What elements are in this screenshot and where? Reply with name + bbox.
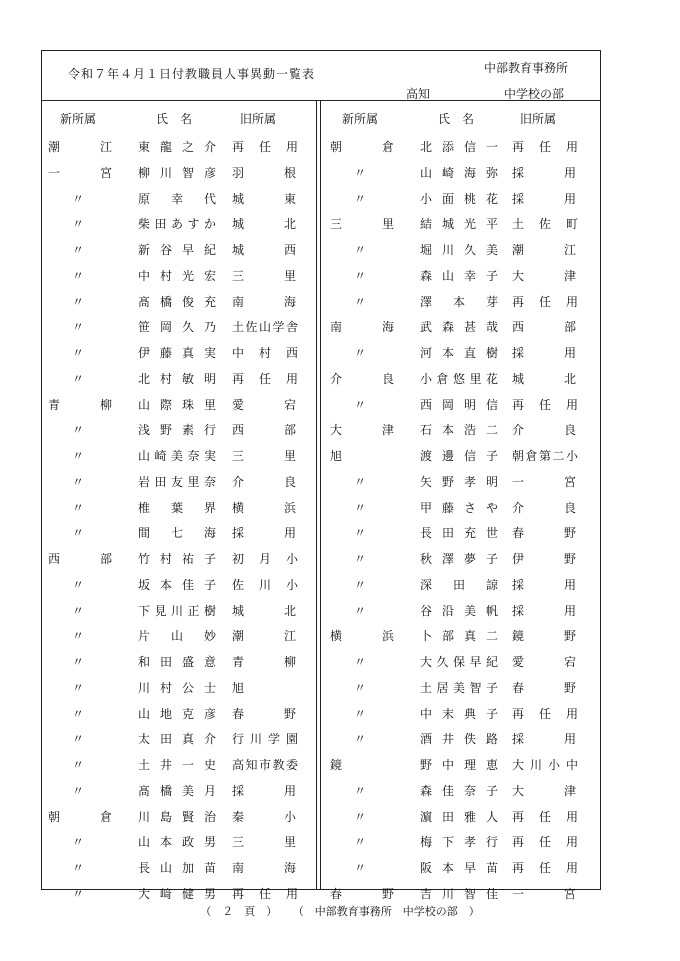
- old-dept: 中村西: [232, 346, 314, 360]
- person-name: 渡邊信子: [420, 449, 509, 463]
- old-dept: 介良: [512, 423, 617, 437]
- old-dept: 再任用: [232, 887, 314, 901]
- person-name: 中末典子: [420, 707, 509, 721]
- old-dept: 初月小: [232, 552, 314, 566]
- old-dept: 採用: [232, 526, 337, 540]
- new-dept: 鏡: [330, 758, 383, 772]
- person-name: 笹岡久乃: [138, 320, 227, 334]
- new-dept: 〃: [72, 784, 85, 798]
- new-dept: 〃: [354, 398, 367, 412]
- old-dept: 三里: [232, 269, 337, 283]
- person-name: 野中理恵: [420, 758, 509, 772]
- person-name: 山際珠里: [138, 398, 227, 412]
- old-dept: 再任用: [512, 295, 594, 309]
- person-name: 川村公士: [138, 681, 227, 695]
- new-dept: 〃: [72, 449, 85, 463]
- old-dept: 三里: [232, 835, 337, 849]
- old-dept: 再任用: [232, 140, 314, 154]
- old-dept: 春野: [512, 681, 617, 695]
- new-dept: 〃: [72, 732, 85, 746]
- person-name: 武森甚哉: [420, 320, 509, 334]
- old-dept: 行川学園: [232, 732, 305, 746]
- new-dept: 〃: [354, 192, 367, 206]
- new-dept: 南海: [330, 320, 435, 334]
- person-name: 小面桃花: [420, 192, 509, 206]
- old-dept: 旭: [232, 681, 285, 695]
- new-dept: 〃: [354, 475, 367, 489]
- old-dept: 土佐町: [512, 217, 594, 231]
- new-dept: 〃: [72, 243, 85, 257]
- new-dept: 西部: [48, 552, 153, 566]
- new-dept: 朝倉: [48, 810, 153, 824]
- old-dept: 潮江: [232, 629, 337, 643]
- person-name: 長山加苗: [138, 861, 227, 875]
- old-dept: 採用: [232, 784, 337, 798]
- old-dept: 城東: [232, 192, 337, 206]
- old-dept: 再任用: [512, 707, 594, 721]
- header-name-left: 氏 名: [156, 112, 193, 126]
- new-dept: 春野: [330, 887, 435, 901]
- new-dept: 〃: [72, 372, 85, 386]
- new-dept: 〃: [72, 192, 85, 206]
- new-dept: 〃: [72, 835, 85, 849]
- new-dept: 朝倉: [330, 140, 435, 154]
- person-name: 下見川正樹: [138, 604, 221, 618]
- old-dept: 一宮: [512, 475, 617, 489]
- new-dept: 〃: [354, 784, 367, 798]
- old-dept: 愛宕: [232, 398, 337, 412]
- document-title: 令和７年４月１日付教職員人事異動一覧表: [68, 67, 316, 81]
- old-dept: 再任用: [232, 372, 314, 386]
- person-name: 竹村祐子: [138, 552, 227, 566]
- new-dept: 〃: [354, 578, 367, 592]
- person-name: 椎葉界: [138, 501, 238, 515]
- new-dept: 〃: [354, 552, 367, 566]
- old-dept: 西部: [512, 320, 617, 334]
- new-dept: 〃: [354, 835, 367, 849]
- person-name: 森山幸子: [420, 269, 509, 283]
- person-name: 坂本佳子: [138, 578, 227, 592]
- school-type: 高知: [406, 87, 431, 101]
- old-dept: 土佐山学舎: [232, 320, 300, 334]
- new-dept: 〃: [72, 578, 85, 592]
- new-dept: 〃: [354, 707, 367, 721]
- old-dept: 高知市教委: [232, 758, 300, 772]
- new-dept: 〃: [72, 655, 85, 669]
- old-dept: 採用: [512, 166, 617, 180]
- person-name: 谷沿美帆: [420, 604, 509, 618]
- old-dept: 青柳: [232, 655, 337, 669]
- person-name: 和田盛意: [138, 655, 227, 669]
- person-name: 長田充世: [420, 526, 509, 540]
- new-dept: 〃: [354, 526, 367, 540]
- person-name: 川島賢治: [138, 810, 227, 824]
- person-name: 土井一史: [138, 758, 227, 772]
- person-name: 土居美智子: [420, 681, 503, 695]
- person-name: 石本浩二: [420, 423, 509, 437]
- new-dept: 〃: [354, 810, 367, 824]
- new-dept: 〃: [72, 346, 85, 360]
- person-name: 浅野素行: [138, 423, 227, 437]
- new-dept: 〃: [72, 629, 85, 643]
- old-dept: 再任用: [512, 861, 594, 875]
- new-dept: 青柳: [48, 398, 153, 412]
- person-name: 髙橋俊充: [138, 295, 227, 309]
- person-name: 柴田あすか: [138, 217, 221, 231]
- new-dept: 潮江: [48, 140, 153, 154]
- header-old-dept-right: 旧所属: [520, 112, 557, 126]
- person-name: 河本直樹: [420, 346, 509, 360]
- person-name: 間七海: [138, 526, 238, 540]
- old-dept: 城西: [232, 243, 337, 257]
- old-dept: 横浜: [232, 501, 337, 515]
- new-dept: 〃: [354, 501, 367, 515]
- new-dept: 〃: [72, 295, 85, 309]
- old-dept: 朝倉第二小: [512, 449, 580, 463]
- new-dept: 一宮: [48, 166, 153, 180]
- person-name: 東龍之介: [138, 140, 227, 154]
- new-dept: 〃: [354, 604, 367, 618]
- person-name: 澤本芽: [420, 295, 520, 309]
- person-name: 北添信一: [420, 140, 509, 154]
- new-dept: 〃: [354, 681, 367, 695]
- old-dept: 春野: [512, 526, 617, 540]
- old-dept: 城北: [512, 372, 617, 386]
- person-name: 太田真介: [138, 732, 227, 746]
- old-dept: 西部: [232, 423, 337, 437]
- person-name: 中村光宏: [138, 269, 227, 283]
- old-dept: 伊野: [512, 552, 617, 566]
- new-dept: 〃: [72, 501, 85, 515]
- person-name: 吉川智佳: [420, 887, 509, 901]
- new-dept: 〃: [354, 243, 367, 257]
- person-name: 柳川智彦: [138, 166, 227, 180]
- old-dept: 潮江: [512, 243, 617, 257]
- old-dept: 再任用: [512, 810, 594, 824]
- old-dept: 介良: [512, 501, 617, 515]
- page-footer: [0, 905, 680, 919]
- old-dept: 採用: [512, 732, 617, 746]
- new-dept: 〃: [72, 269, 85, 283]
- person-name: 髙橋美月: [138, 784, 227, 798]
- new-dept: 〃: [72, 320, 85, 334]
- header-old-dept-left: 旧所属: [240, 112, 277, 126]
- old-dept: 春野: [232, 707, 337, 721]
- person-name: 濵田雅人: [420, 810, 509, 824]
- new-dept: 〃: [354, 861, 367, 875]
- new-dept: 〃: [72, 707, 85, 721]
- person-name: 大﨑健男: [138, 887, 227, 901]
- person-name: 梅下孝行: [420, 835, 509, 849]
- new-dept: 〃: [72, 887, 85, 901]
- person-name: 伊藤真実: [138, 346, 227, 360]
- old-dept: 鏡野: [512, 629, 617, 643]
- old-dept: 一宮: [512, 887, 617, 901]
- old-dept: 佐川小: [232, 578, 314, 592]
- old-dept: 採用: [512, 346, 617, 360]
- new-dept: 〃: [72, 475, 85, 489]
- old-dept: 三里: [232, 449, 337, 463]
- person-name: 北村敏明: [138, 372, 227, 386]
- old-dept: 採用: [512, 578, 617, 592]
- section-label: 中学校の部: [504, 87, 565, 101]
- person-name: 堀川久美: [420, 243, 509, 257]
- person-name: 西岡明信: [420, 398, 509, 412]
- header-name-right: 氏 名: [438, 112, 475, 126]
- person-name: 深田諒: [420, 578, 520, 592]
- old-dept: 再任用: [512, 140, 594, 154]
- new-dept: 三里: [330, 217, 435, 231]
- person-name: 岩田友里奈: [138, 475, 221, 489]
- new-dept: 旭: [330, 449, 383, 463]
- old-dept: 愛宕: [512, 655, 617, 669]
- new-dept: 〃: [72, 423, 85, 437]
- new-dept: 大津: [330, 423, 435, 437]
- person-name: 大久保早紀: [420, 655, 503, 669]
- old-dept: 城北: [232, 604, 337, 618]
- person-name: 卜部真二: [420, 629, 509, 643]
- person-name: 山地克彦: [138, 707, 227, 721]
- old-dept: 南海: [232, 295, 337, 309]
- old-dept: 再任用: [512, 398, 594, 412]
- old-dept: 大津: [512, 269, 617, 283]
- old-dept: 採用: [512, 192, 617, 206]
- new-dept: 〃: [72, 681, 85, 695]
- new-dept: 〃: [72, 526, 85, 540]
- new-dept: 〃: [354, 655, 367, 669]
- old-dept: 大津: [512, 784, 617, 798]
- person-name: 片山妙: [138, 629, 238, 643]
- old-dept: 南海: [232, 861, 337, 875]
- new-dept: 〃: [354, 269, 367, 283]
- old-dept: 採用: [512, 604, 617, 618]
- old-dept: 再任用: [512, 835, 594, 849]
- person-name: 矢野孝明: [420, 475, 509, 489]
- person-name: 結城光平: [420, 217, 509, 231]
- person-name: 秋澤夢子: [420, 552, 509, 566]
- new-dept: 介良: [330, 372, 435, 386]
- person-name: 森佳奈子: [420, 784, 509, 798]
- new-dept: 〃: [354, 295, 367, 309]
- new-dept: 〃: [354, 732, 367, 746]
- person-name: 新谷早紀: [138, 243, 227, 257]
- footer-office-section: （ 中部教育事務所 中学校の部 ）: [292, 905, 480, 918]
- new-dept: 〃: [72, 217, 85, 231]
- old-dept: 城北: [232, 217, 337, 231]
- new-dept: 〃: [72, 604, 85, 618]
- person-name: 原幸代: [138, 192, 238, 206]
- person-name: 小倉悠里花: [420, 372, 503, 386]
- new-dept: 〃: [354, 346, 367, 360]
- person-name: 山崎海弥: [420, 166, 509, 180]
- old-dept: 秦小: [232, 810, 337, 824]
- page-number: （ ２ 頁 ）: [200, 905, 278, 918]
- new-dept: 〃: [72, 758, 85, 772]
- new-dept: 〃: [72, 861, 85, 875]
- old-dept: 大川小中: [512, 758, 585, 772]
- person-name: 阪本早苗: [420, 861, 509, 875]
- old-dept: 介良: [232, 475, 337, 489]
- office-name: 中部教育事務所: [484, 61, 569, 75]
- old-dept: 羽根: [232, 166, 337, 180]
- person-name: 甲藤さや: [420, 501, 509, 515]
- person-name: 酒井佚路: [420, 732, 509, 746]
- person-name: 山本政男: [138, 835, 227, 849]
- header-new-dept-left: 新所属: [60, 112, 97, 126]
- header-new-dept-right: 新所属: [342, 112, 379, 126]
- person-name: 山崎美奈実: [138, 449, 221, 463]
- new-dept: 〃: [354, 166, 367, 180]
- new-dept: 横浜: [330, 629, 435, 643]
